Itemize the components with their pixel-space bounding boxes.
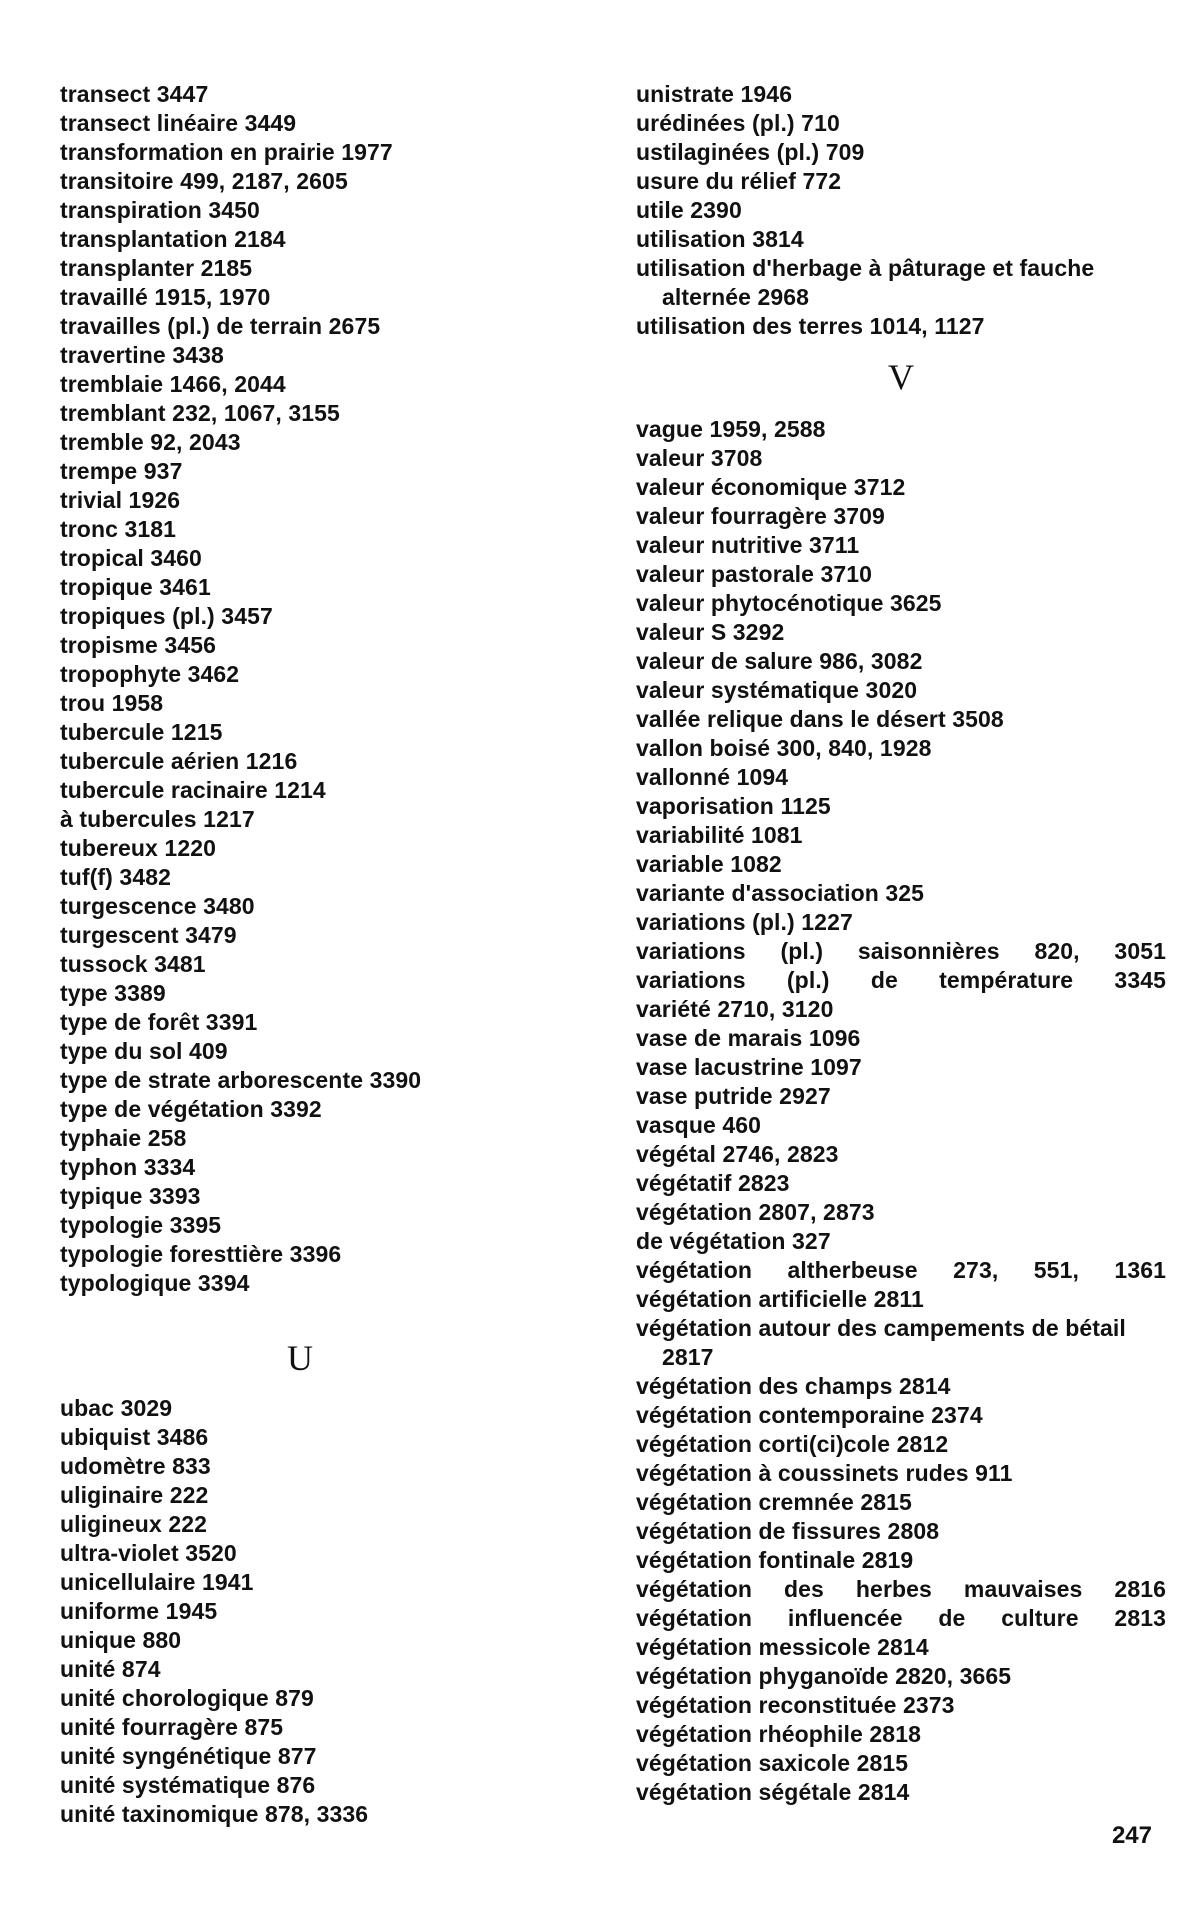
index-entry: type du sol 409 [60,1038,228,1064]
index-entry: transformation en prairie 1977 [60,139,393,165]
index-entry: tropique 3461 [60,574,211,600]
index-entry: valeur de salure 986, 3082 [636,648,923,674]
index-entry: variante d'association 325 [636,880,925,906]
index-entry: udomètre 833 [60,1453,211,1479]
index-entry: type de forêt 3391 [60,1009,258,1035]
index-entry: uliginaire 222 [60,1482,209,1508]
section-letter-v: V [888,357,914,397]
index-entry: ubiquist 3486 [60,1424,209,1450]
index-entry: végétation 2807, 2873 [636,1199,875,1225]
index-entry: variations (pl.) saisonnières 820, 3051 [636,938,1166,964]
index-entry: variété 2710, 3120 [636,996,834,1022]
index-entry: usure du rélief 772 [636,168,842,194]
index-entry: uligineux 222 [60,1511,208,1537]
index-entry: tropiques (pl.) 3457 [60,603,273,629]
index-entry: végétation cremnée 2815 [636,1489,912,1515]
index-entry: tubercule racinaire 1214 [60,777,326,803]
index-entry: typologique 3394 [60,1270,250,1296]
index-entry: transplanter 2185 [60,255,253,281]
index-entry: urédinées (pl.) 710 [636,110,840,136]
index-entry: ustilaginées (pl.) 709 [636,139,865,165]
index-entry: transpiration 3450 [60,197,260,223]
index-entry: végétation fontinale 2819 [636,1547,914,1573]
index-entry: type 3389 [60,980,166,1006]
index-entry: tubercule 1215 [60,719,223,745]
index-entry: valeur phytocénotique 3625 [636,590,942,616]
index-entry: unistrate 1946 [636,81,793,107]
index-entry: unique 880 [60,1627,182,1653]
index-entry: unité systématique 876 [60,1772,316,1798]
index-entry: trivial 1926 [60,487,181,513]
index-entry: tremblaie 1466, 2044 [60,371,286,397]
index-entry: trempe 937 [60,458,183,484]
index-entry: ubac 3029 [60,1395,173,1421]
index-entry: unité 874 [60,1656,161,1682]
index-entry: utilisation d'herbage à pâturage et fauche alternée 2968 [636,255,1095,310]
index-entry: végétation contemporaine 2374 [636,1402,983,1428]
index-entry: valeur S 3292 [636,619,785,645]
index-column-right [636,80,1166,1807]
index-entry: valeur 3708 [636,445,763,471]
index-entry: transitoire 499, 2187, 2605 [60,168,348,194]
index-entry: végétal 2746, 2823 [636,1141,839,1167]
index-entry: type de végétation 3392 [60,1096,322,1122]
index-column-left [60,80,580,1829]
index-entry: vallonné 1094 [636,764,789,790]
index-entry: transect 3447 [60,81,209,107]
index-entry: vase de marais 1096 [636,1025,861,1051]
index-entry: vague 1959, 2588 [636,416,826,442]
index-entry: travaillé 1915, 1970 [60,284,271,310]
index-entry: de végétation 327 [636,1228,831,1254]
index-entry: utilisation 3814 [636,226,804,252]
index-entry: végétation influencée de culture 2813 [636,1605,1166,1631]
index-entry: tuf(f) 3482 [60,864,172,890]
index-entry: tropical 3460 [60,545,202,571]
index-entry: unité syngénétique 877 [60,1743,317,1769]
index-entry: variations (pl.) de température 3345 [636,967,1166,993]
index-entry: vasque 460 [636,1112,762,1138]
page-number: 247 [1111,1822,1152,1849]
index-entry: tremblant 232, 1067, 3155 [60,400,340,426]
index-entry: vase putride 2927 [636,1083,831,1109]
index-entry: typhaie 258 [60,1125,187,1151]
index-entry: turgescence 3480 [60,893,255,919]
index-entry: végétation phyganoïde 2820, 3665 [636,1663,1012,1689]
index-entry: transect linéaire 3449 [60,110,297,136]
index-entry: travertine 3438 [60,342,224,368]
index-entry: uniforme 1945 [60,1598,218,1624]
index-entry: typique 3393 [60,1183,201,1209]
index-entry: tubereux 1220 [60,835,216,861]
index-entry: typologie foresttière 3396 [60,1241,342,1267]
index-entry: valeur nutritive 3711 [636,532,860,558]
index-entry: végétation corti(ci)cole 2812 [636,1431,949,1457]
index-entry: végétation reconstituée 2373 [636,1692,955,1718]
index-entry: variabilité 1081 [636,822,803,848]
index-entry: variations (pl.) 1227 [636,909,853,935]
index-entry: utilisation des terres 1014, 1127 [636,313,985,339]
index-entry: typhon 3334 [60,1154,196,1180]
index-entry: variable 1082 [636,851,782,877]
index-entry: turgescent 3479 [60,922,237,948]
index-entry: vaporisation 1125 [636,793,831,819]
index-entry: vallée relique dans le désert 3508 [636,706,1004,732]
index-entry: utile 2390 [636,197,742,223]
index-entry: ultra-violet 3520 [60,1540,237,1566]
index-entry: à tubercules 1217 [60,806,255,832]
index-entry: tronc 3181 [60,516,177,542]
index-entry: unité taxinomique 878, 3336 [60,1801,369,1827]
index-entry: vallon boisé 300, 840, 1928 [636,735,932,761]
index-entry: tubercule aérien 1216 [60,748,298,774]
index-entry: tropisme 3456 [60,632,216,658]
index-entry: vase lacustrine 1097 [636,1054,862,1080]
index-entry: unicellulaire 1941 [60,1569,254,1595]
index-entry: trou 1958 [60,690,164,716]
index-entry: végétation messicole 2814 [636,1634,929,1660]
index-entry: typologie 3395 [60,1212,222,1238]
index-entry: tussock 3481 [60,951,206,977]
index-entry: végétation artificielle 2811 [636,1286,924,1312]
index-entry: unité fourragère 875 [60,1714,284,1740]
index-entry: végétation saxicole 2815 [636,1750,909,1776]
index-entry: végétation altherbeuse 273, 551, 1361 [636,1257,1166,1283]
index-entry: unité chorologique 879 [60,1685,314,1711]
index-entry: travailles (pl.) de terrain 2675 [60,313,381,339]
index-entry: végétatif 2823 [636,1170,790,1196]
index-entry: type de strate arborescente 3390 [60,1067,422,1093]
section-letter-u: U [287,1338,313,1378]
index-entry: valeur économique 3712 [636,474,906,500]
index-entry: végétation de fissures 2808 [636,1518,940,1544]
index-entry: tropophyte 3462 [60,661,240,687]
index-entry: valeur systématique 3020 [636,677,918,703]
index-entry: valeur pastorale 3710 [636,561,873,587]
index-entry: végétation rhéophile 2818 [636,1721,921,1747]
index-entry: végétation des herbes mauvaises 2816 [636,1576,1166,1602]
index-entry: végétation ségétale 2814 [636,1779,910,1805]
index-entry: tremble 92, 2043 [60,429,241,455]
index-entry: valeur fourragère 3709 [636,503,885,529]
index-entry: transplantation 2184 [60,226,286,252]
index-entry: végétation à coussinets rudes 911 [636,1460,1013,1486]
index-entry: végétation des champs 2814 [636,1373,951,1399]
index-entry: végétation autour des campements de bétail 2817 [636,1315,1126,1370]
